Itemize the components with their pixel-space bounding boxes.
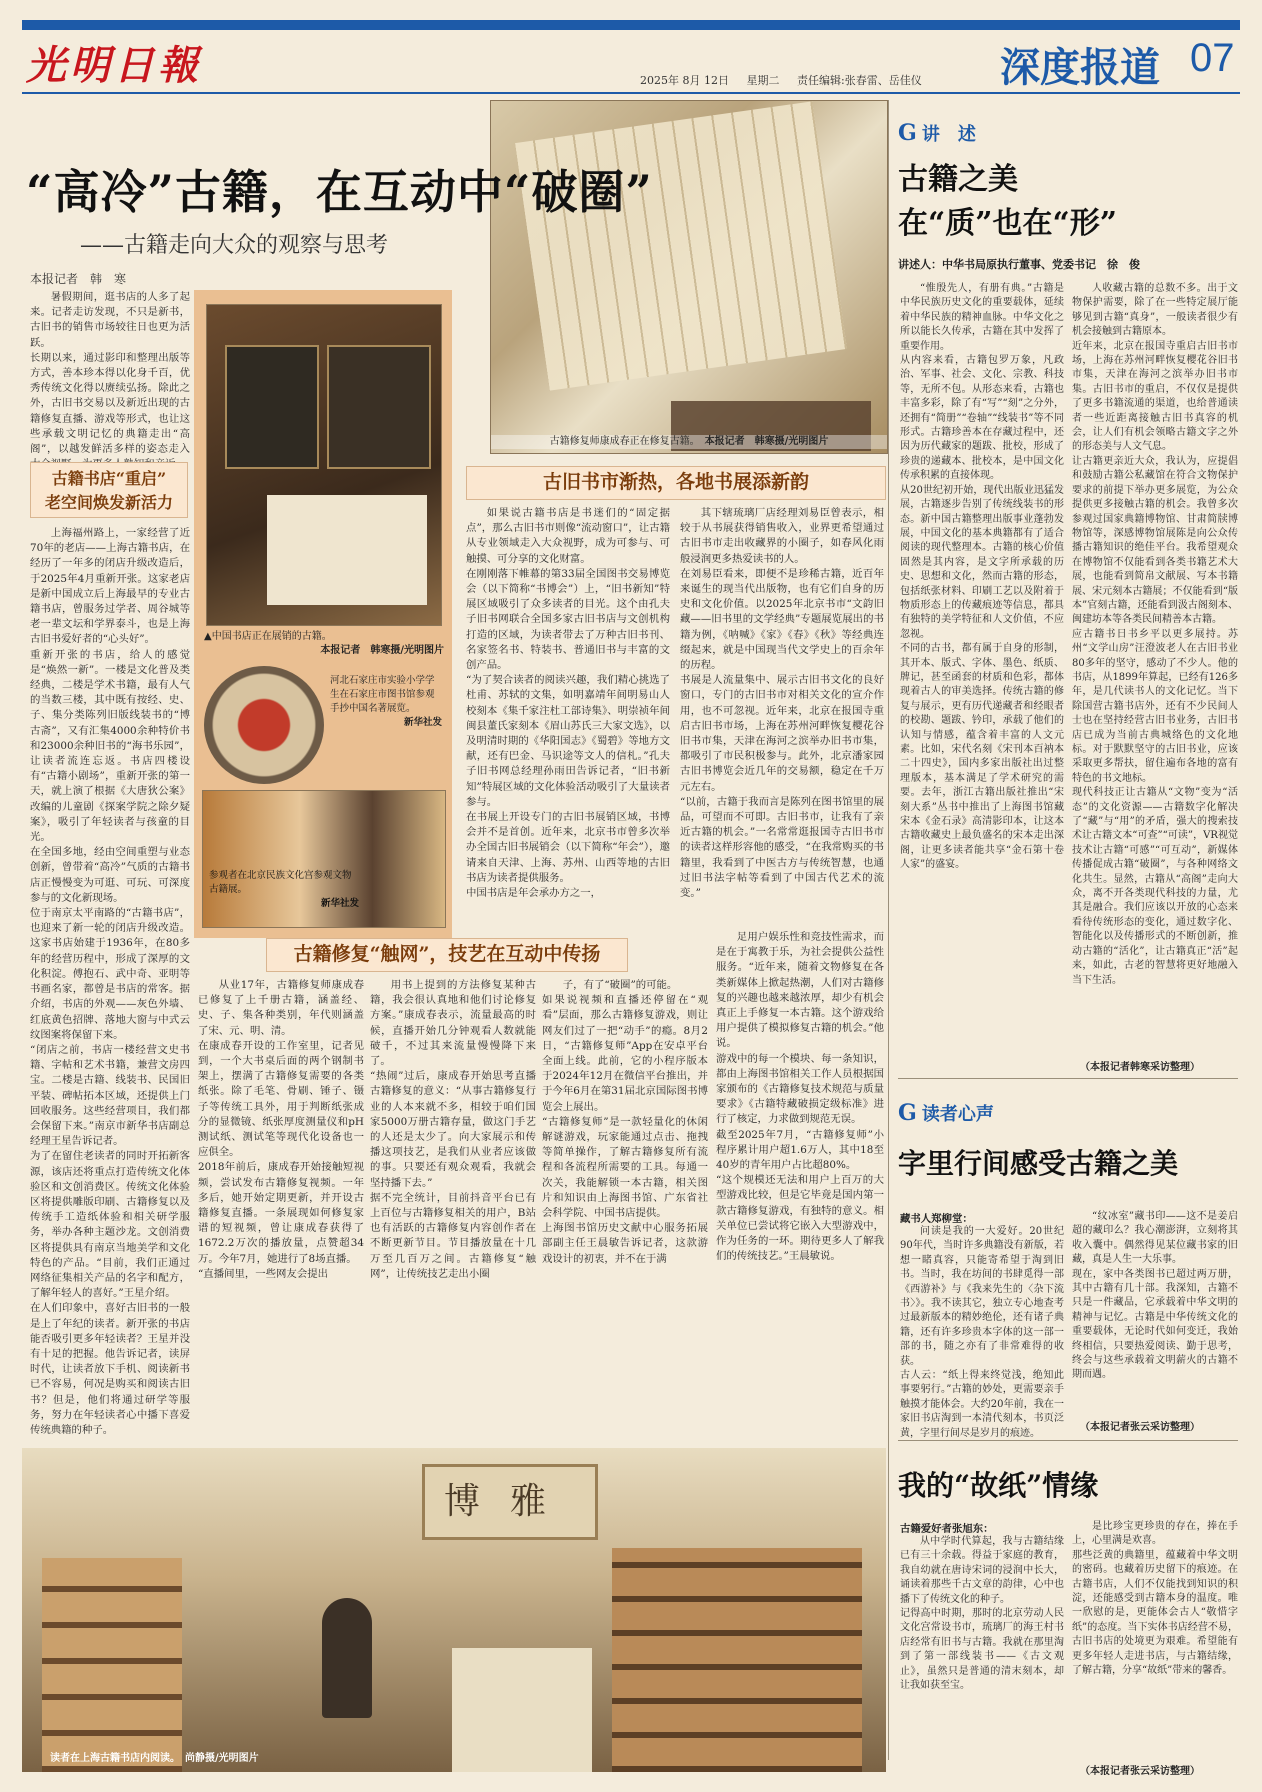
header-rule xyxy=(22,92,1240,94)
book-page-illustration xyxy=(515,101,847,390)
author-line: 藏书人郑柳堂： xyxy=(900,1213,973,1225)
section-name: 深度报道 xyxy=(1000,45,1160,91)
book-stack-illustration xyxy=(327,345,431,469)
divider xyxy=(898,1440,1238,1441)
right3-col-b-text: 是比珍宝更珍贵的存在，捧在手上，心里满是欢喜。 那些泛黄的典籍里，蕴藏着中华文明的密码。也藏着历史留下的痕迹。在古籍书店，人们不仅能找到知识的积淀，还能感受到古籍本身的温度。唯一欣慰的是，更能体会古人“敬惜字纸”的态度。当下实体书店经营不易，古旧书店的处境更为艰难。希望能有更多年轻人走进书店，与古籍结缘，了解古籍，分享“故纸”带来的馨香。 xyxy=(1072,1521,1238,1677)
speaker-line: 讲述人：中华书局原执行董事、党委书记 徐 俊 xyxy=(898,258,1140,271)
right-headline-line2: 在“质”也在“形” xyxy=(898,206,1118,241)
right-col-b xyxy=(1072,282,1238,1054)
column-divider xyxy=(888,100,889,1760)
issue-editors: 责任编辑:张春雷、岳佳仪 xyxy=(796,74,922,87)
right3-col-a xyxy=(900,1520,1064,1756)
divider xyxy=(898,1078,1238,1079)
article-col-4 xyxy=(198,978,364,1442)
masthead-logo: 光明日報 xyxy=(26,42,202,89)
article-col-3-text: 其下辖琉璃厂店经理刘易臣曾表示，相较于从书展获得销售收入，业界更希望通过古旧书市走出收藏界的小圈子，如春风化雨般浸润更多热爱读书的人。 在刘易臣看来，即便不是珍稀古籍，近百年来诞生的现当代出版物，也有它们自身的历史和文化价值。以2025年北京书市“文韵旧藏——旧书里的文学经典”专题展览展出的书籍为例，《呐喊》《家》《春》《秋》等经典连缀起来，就是中国现当代文学史上的百余年的历程。 书展是人流量集中、展示古旧书文化的良好窗口，专门的古旧书市对相关文化的宣介作用，也不可忽视。近年来，北京在报国寺重启古旧书市场，上海在苏州河畔恢复樱花谷旧书市集，天津在海河之滨举办旧书市集，都吸引了市民积极参与。此外，北京潘家园古旧书博览会近几年的交易额，稳定在千万元左右。 “以前，古籍于我而言是陈列在图书馆里的展品，可望而不可即。古旧书市，让我有了亲近古籍的机会。”一名常常逛报国寺古旧书市的读者这样形容他的感受，“在我常购买的书籍里，我看到了中医古方与传统智慧，也通过旧书法字帖等看到了中国古代艺术的流变。” xyxy=(680,507,884,900)
photo-ancient-book xyxy=(490,100,888,454)
footer-credit: （本报记者韩寒采访整理） xyxy=(1080,1062,1200,1073)
bust-statue-illustration xyxy=(322,1598,372,1718)
right-col-a xyxy=(900,282,1064,1054)
section-title-bookstore: 古籍书店“重启” 老空间焕发新活力 xyxy=(30,462,188,518)
section-title-book-fairs: 古旧书市渐热，各地书展添新韵 xyxy=(466,466,886,500)
lead-text xyxy=(30,290,190,456)
top-color-bar xyxy=(22,20,1240,30)
photo-exhibition xyxy=(202,790,446,928)
section-title-restoration: 古籍修复“触网”，技艺在互动中传扬 xyxy=(266,938,628,972)
photo-caption: ▲中国书店正在展销的古籍。 本报记者 韩寒摄/光明图片 xyxy=(204,631,444,656)
scroll-illustration xyxy=(267,495,427,605)
display-table-illustration xyxy=(452,1648,592,1772)
shop-sign: 博雅 xyxy=(422,1464,598,1540)
article-col-2-text: 如果说古籍书店是书迷们的“固定据点”，那么古旧书市则像“流动窗口”，让古籍从专业领域走入大众视野，成为可参与、可触摸、可分享的文化财富。 在刚刚落下帷幕的第33届全国图书交易博览会（以下简称“书博会”）上，“旧书新知”特展区域吸引了众多读者的目光。这个由孔夫子旧书网联合全国多家古旧书店与文创机构打造的区域，为读者带去了万种古旧书刊、名家签名书、特装书、普通旧书与丰富的文创产品。 “为了契合读者的阅读兴趣，我们精心挑选了杜甫、苏轼的文集，如明嘉靖年间明易山人校刻本《集千家注杜工部诗集》、明崇祯年间闽县董氏家刻本《眉山苏氏三大家文选》，以及明清时期的《华阳国志》《蜀碧》等地方文献，还有巴金、马识途等文人的信札。”孔夫子旧书网总经理孙雨田告诉记者，“旧书新知”特展区域的文化体验活动吸引了大量读者参与。 在书展上开设专门的古旧书展销区域，书博会并不是首创。近年来，北京书市曾多次举办全国古旧书展销会（以下简称“年会”），邀请来自天津、上海、苏州、山西等地的古旧书店为读者提供服务。 中国书店是年会承办方之一， xyxy=(466,507,670,900)
issue-weekday: 星期二 xyxy=(746,74,780,87)
column-tag: G 读者心声 xyxy=(898,1100,994,1126)
g-logo-icon: G xyxy=(898,120,917,146)
page-number: 07 xyxy=(1190,36,1235,80)
article-col-6-text: 子，有了“破圈”的可能。 如果说视频和直播还停留在“观看”层面，那么古籍修复游戏，则让网友们过了一把“动手”的瘾。8月2日，“古籍修复师”App在安卓平台全面上线。此前，它的小程序版本于2024年12月在微信平台推出，并于今年6月在第31届北京国际图书博览会上展出。 “古籍修复师”是一款轻量化的休闲解谜游戏，玩家能通过点击、拖拽等简单操作，了解古籍修复所有流程和各流程所需要的工具。每通一次关，我能解锁一本古籍，相关图片和知识由上海图书馆、广东省社会科学院、中国书店提供。 上海图书馆历史文献中心服务拓展部副主任王晨敏告诉记者，这款游戏设计的初衷，并不在于满 xyxy=(542,979,708,1265)
article-col-7-text: 足用户娱乐性和竞技性需求，而是在于寓教于乐，为社会提供公益性服务。“近年来，随着文物修复在各类新媒体上掀起热潮，人们对古籍修复的兴趣也越来越浓厚，却少有机会真正上手修复一本古籍。这个游戏给用户提供了模拟修复古籍的机会。”他说。 游戏中的每一个模块、每一条知识，都由上海图书馆相关工作人员根据国家颁布的《古籍修复技术规范与质量要求》《古籍特藏破损定级标准》进行了核定，力求做到规范无误。 截至2025年7月，“古籍修复师”小程序累计用户超1.6万人，其中18至40岁的青年用户占比超80%。 “这个规模还无法和用户上百万的大型游戏比较，但是它毕竟是国内第一款古籍修复游戏，有独特的意义。相关单位已尝试将它嵌入大型游戏中，作为任务的一环。期待更多人了解我们的传统技艺。”王晨敏说。 xyxy=(716,931,884,1263)
right-section-1 xyxy=(898,120,1238,272)
photo-bookstore-interior xyxy=(22,1448,886,1772)
footer-credit: （本报记者张云采访整理） xyxy=(1080,1766,1200,1777)
photo-caption: 古籍修复师康成春正在修复古籍。 本报记者 韩寒摄/光明图片 xyxy=(491,435,887,449)
article-col-5-text: 用书上提到的方法修复某种古籍，我会很认真地和他们讨论修复方案。”康成春表示，流量最高的时候，直播开始几分钟观看人数就能破千，不过其来流量慢慢降下来了。 “热闹”过后，康成春开始思考直播古籍修复的意义：“从事古籍修复行业的人本来就不多，相较于咱们国家5000万册古籍存量，做这门手艺的人还是太少了。向大家展示和传播这项技艺，是我们从业者应该做的事。只要还有观众观看，我就会坚持播下去。” 据不完全统计，目前抖音平台已有上百位与古籍修复相关的用户，B站也有活跃的古籍修复内容创作者在不断更新节目。节目播放量在十几万至几百万之间。古籍修复“触网”，让传统技艺走出小圈 xyxy=(370,979,536,1280)
right3-headline: 我的“故纸”情缘 xyxy=(898,1469,1099,1502)
subheadline: ——古籍走向大众的观察与思考 xyxy=(80,233,389,258)
right3-col-a-text: 从中学时代算起，我与古籍结缘已有三十余载。得益于家庭的教育，我自幼就在唐诗宋词的浸润中长大，诵读着那些千古文章的韵律，心中也播下了传统文化的种子。 记得高中时期，那时的北京劳动人民文化宫常设书市，琉璃厂的海王村书店经常有旧书与古籍。我就在那里淘到了第一部线装书——《古文观止》，虽然只是普通的清末刻本，却让我如获至宝。 xyxy=(900,1536,1064,1692)
right-col-a-text: “惟殷先人，有册有典。”古籍是中华民族历史文化的重要载体，延续着中华民族的精神血脉。中华文化之所以能长久传承，古籍在其中发挥了重要作用。 从内容来看，古籍包罗万象，凡政治、军事、社会、文化、宗教、科技等，无所不包。从形态来看，古籍也丰富多彩，除了有“写”“刻”之分外，还拥有“简册”“卷轴”“线装书”等不同形式。古籍珍善本在存藏过程中，还因为历代藏家的题跋、批校，形成了珍贵的递藏本、批校本，是中国文化传承积累的直接体现。 从20世纪初开始，现代出版业迅猛发展，古籍逐步告别了传统线装书的形态。新中国古籍整理出版事业蓬勃发展，中国文化的基本典籍都有了适合阅读的现代整理本。古籍的核心价值固然是其内容，是文字所承载的历史、思想和文化，然而古籍的形态，包括纸张材料、印刷工艺以及附着于物质形态上的传藏痕迹等信息，都具有独特的美学特征和人文价值，不应忽视。 不同的古书，都有属于自身的形制，其开本、版式、字体、墨色、纸质、牌记，甚至函套的材质和色彩，都体现着古人的审美选择。传统古籍的修复与展示，更有历代递藏者和经眼者的校勘、题跋、钤印，承载了他们的认知与情感，蕴含着丰富的人文元素。比如，宋代名刻《宋刊本百衲本二十四史》，国内多家出版社出过整理版本，基本满足了学术研究的需要。去年，浙江古籍出版社推出“宋刻大系”丛书中推出了上海图书馆藏宋本《金石录》高清影印本，让这本古籍收藏史上最负盛名的宋本走出深阁，让更多读者能共享“金石第十卷人家”的盛宴。 xyxy=(900,283,1064,871)
right2-col-b-text: “纹冰室”藏书印——这不是姜启超的藏印么？我心潮澎湃，立刻将其收入囊中。偶然得见某位藏书家的旧藏，真是人生一大乐事。 现在，家中各类图书已超过两万册，其中古籍有几十部。我深知，古籍不只是一件藏品，它承载着中华文明的精神与记忆。古籍是中华传统文化的重要载体，无论时代如何变迁，我始终相信，只要热爱阅读、勤于思考，终会与这些承载着文明薪火的古籍不期而遇。 xyxy=(1072,1211,1238,1381)
issue-date: 2025年 8月 12日 xyxy=(640,74,729,87)
headline: “高冷”古籍，在互动中“破圈” xyxy=(26,165,653,219)
footer-credit: （本报记者张云采访整理） xyxy=(1080,1422,1200,1433)
photo-kids-reading xyxy=(204,666,324,784)
right2-headline: 字里行间感受古籍之美 xyxy=(898,1147,1179,1180)
photo-caption: 参观者在北京民族文化宫参观文物古籍展。 新华社发 xyxy=(209,870,359,909)
article-col-6 xyxy=(542,978,708,1442)
author-line: 古籍爱好者张旭东： xyxy=(900,1523,994,1535)
issue-meta xyxy=(640,72,936,88)
article-col-4-text: 从业17年，古籍修复师康成春已修复了上千册古籍，涵盖经、史、子、集各种类别，年代则涵盖了宋、元、明、清。 在康成春开设的工作室里，记者见到，一个大书桌后面的两个钢制书架上，摆满了古籍修复需要的各类纸张。除了毛笔、骨刷、锤子、镊子等传统工具外，用于判断纸张成分的显微镜、纸张厚度测量仪和pH测试纸、测试笔等现代化设备也一应俱全。 2018年前后，康成春开始接触短视频，尝试发布古籍修复视频。一年多后，她开始定期更新，并开设古籍修复直播。一条展现如何修复家谱的短视频，曾让康成春获得了1672.2万次的播放量，点赞超34万。今年7月，她进行了8场直播。 “直播间里，一些网友会提出 xyxy=(198,979,364,1280)
photo-books-on-display xyxy=(206,304,442,626)
lead-paragraph: 暑假期间，逛书店的人多了起来。记者走访发现，不只是新书，古旧书的销售市场较往日也更为活跃。 长期以来，通过影印和整理出版等方式，善本珍本得以化身千百，优秀传统文化得以赓续弘扬。除此之外，古旧书交易以及新近出现的古籍修复直播、游戏等形式，也让这些承载文明记忆的典籍走出“高阁”，以越发鲜活多样的姿态走入 xyxy=(30,291,190,456)
right3-col-b xyxy=(1072,1520,1238,1756)
photo-caption: 河北石家庄市实验小学学生在石家庄市图书馆参观手抄中国名著展览。 新华社发 xyxy=(330,675,442,728)
photo-panel xyxy=(194,290,452,938)
article-col-2 xyxy=(466,506,670,924)
byline: 本报记者 韩 寒 xyxy=(30,272,127,286)
article-col-3 xyxy=(680,506,884,924)
bookshelf-illustration xyxy=(612,1548,862,1772)
article-col-1-text: 上海福州路上，一家经营了近70年的老店——上海古籍书店，在经历了一年多的闭店升级改造后，于2025年4月重新开张。这家老店是新中国成立后上海最早的专业古籍书店，曾服务过学者、周谷城等老一辈文坛和学界泰斗，也是上海古旧书爱好者的“心头好”。 重新开张的书店，给人的感觉是“焕然一新”。一楼是文化普及类经典，二楼是学术书籍，最有人气的当数三楼，其中既有按经、史、子、集分类陈列旧版线装书的“博古斋”，又有汇集4000余种特价书和23000余种旧书的“海书乐园”，让读者流连忘返。书店四楼设有“古籍小剧场”，重新开张的第一天，就上演了根据《大唐狄公案》改编的儿童剧《探案学院之除夕疑案》，吸引了年轻读者与孩童的目光。 在全国多地，经由空间重塑与业态创新，曾带着“高冷”气质的古籍书店正慢慢变为可逛、可玩、可深度参与的文化新现场。 位于南京太平南路的“古籍书店”，也迎来了新一轮的闭店升级改造。这家书店始建于1936年，在80多年的经营历程中，形成了深厚的文化积淀。傅抱石、武中奇、亚明等书画名家，都曾是书店的常客。据介绍，书店的外观——灰色外墙、红底黄色招牌、落地大窗与中式云纹图案将保留下来。 “闭店之前，书店一楼经营文史书籍、字帖和艺术书籍，兼营文房四宝。二楼是古籍、线装书、民国旧平装、碑帖拓本区域，还提供上门回收服务。这些经营项目，我们都会保留下来。”南京市新华书店副总经理王星告诉记者。 为了在留住老读者的同时开拓新客源，该店还将重点打造传统文化体验区和文创消费区。传统文化体验区将提供雕版印刷、古籍修复以及传统手工造纸体验和相关研学服务，举办各种主题沙龙。文创消费区将提供具有南京当地美学和文化特色的产品。“目前，我们正通过网络征集相关产品的名字和配方，了解年轻人的喜好。”王星介绍。 在人们印象中，喜好古旧书的一般是上了年纪的读者。新开张的书店能否吸引更多年轻读者？王星并没有十足的把握。他告诉记者，读屏时代，让读者放下手机、阅读新书已不容易，何况是购买和阅读古旧书？但是，他们将通过研学等服务，努力在年轻读者心中播下喜爱传统典籍的种子。 xyxy=(30,527,190,1436)
photo-caption: 读者在上海古籍书店内阅读。 尚静摄/光明图片 xyxy=(50,1753,259,1764)
right2-col-a xyxy=(900,1210,1064,1439)
right-headline-line1: 古籍之美 xyxy=(898,162,1018,197)
article-col-7 xyxy=(716,930,884,1442)
right2-col-b xyxy=(1072,1210,1238,1414)
book-stack-illustration xyxy=(225,345,319,469)
right-col-b-text: 人收藏古籍的总数不多。出于文物保护需要，除了在一些特定展厅能够见到古籍“真身”，一般读者很少有机会接触到古籍原本。 近年来，北京在报国寺重启古旧书市场，上海在苏州河畔恢复樱花谷旧书市集，天津在海河之滨举办旧书市集。古旧书市的重启，不仅仅是提供了更多书籍流通的渠道，也给普通读者一些近距离接触古旧书真容的机会，让人们有机会领略古籍文字之外的形态美与人文气息。 让古籍更亲近大众，我认为，应提倡和鼓励古籍公私藏馆在符合文物保护要求的前提下举办更多展览，为公众提供更多接触古籍的机会。我曾多次参观过国家典籍博物馆、甘肃简牍博物馆等，深感博物馆展陈是向公众传播古籍知识的绝佳平台。我希望观众在博物馆不仅能看到各类书籍艺术大展，也能看到简帛文献展、写本书籍展、宋元刻本古籍展；不仅能看到“版本”官刻古籍，还能看到汲古阁刻本、闽建坊本等各类民间精善本古籍。 应古籍书日书乡平以更多展持。苏州“文学山房”汪澄波老人在古旧书业80多年的坚守，感动了不少人。他的书店，从1899年算起，已经有126多年，是几代读书人的文化记忆。当下除国营古籍书店外，还有不少民间人士也在坚持经营古旧书业务，古旧书店已成为当前古典城络色的文化地标。对于默默坚守的古旧书业，应该采取更多帮扶，留住遍布各地的富有特色的书文地标。 现代科技正让古籍从“文物”变为“活态”的文化资源——古籍数字化解决了“藏”与“用”的矛盾，强大的搜索技术让古籍文本“可查”“可读”，VR视觉技术让古籍“可感”“可互动”，新媒体传播促成古籍“破圈”，与各种网络文化共生。显然，古籍从“高阁”走向大众，离不开各类现代科技的力量，尤其是融合。我们应该以开放的心态来看待传统形态的变化，通过数字化、智能化以及传播形式的不断创新，推动古籍的“活化”，让古籍真正“活”起来，如此，古老的智慧将更好地融入当下生活。 xyxy=(1072,283,1238,986)
right2-col-a-text: 问读是我的一大爱好。20世纪90年代，当时许多典籍没有新版，若想一睹真容，只能寄希望于淘到旧书。当时，我在坊间的书肆觅得一部《西游补》与《我来先生的〈杂下流书〉》。我不读其它，独立专心地查考过最新版本的精妙绝伦，还有诸子典籍，还有许多珍贵本字体的这一部一部的书，随之亦有了非常难得的收获。 古人云：“纸上得来终觉浅，绝知此事要躬行。”古籍的妙处，更需要亲手触摸才能体会。大约20年前，我在一家旧书店淘到一本清代刻本，书页泛黄，字里行间尽是岁月的痕迹。 xyxy=(900,1226,1064,1439)
column-tag: G 讲 述 xyxy=(898,120,976,146)
g-logo-icon: G xyxy=(898,1100,917,1126)
right-section-2 xyxy=(898,1100,1238,1186)
article-col-5 xyxy=(370,978,536,1442)
bookshelf-illustration xyxy=(42,1558,182,1772)
